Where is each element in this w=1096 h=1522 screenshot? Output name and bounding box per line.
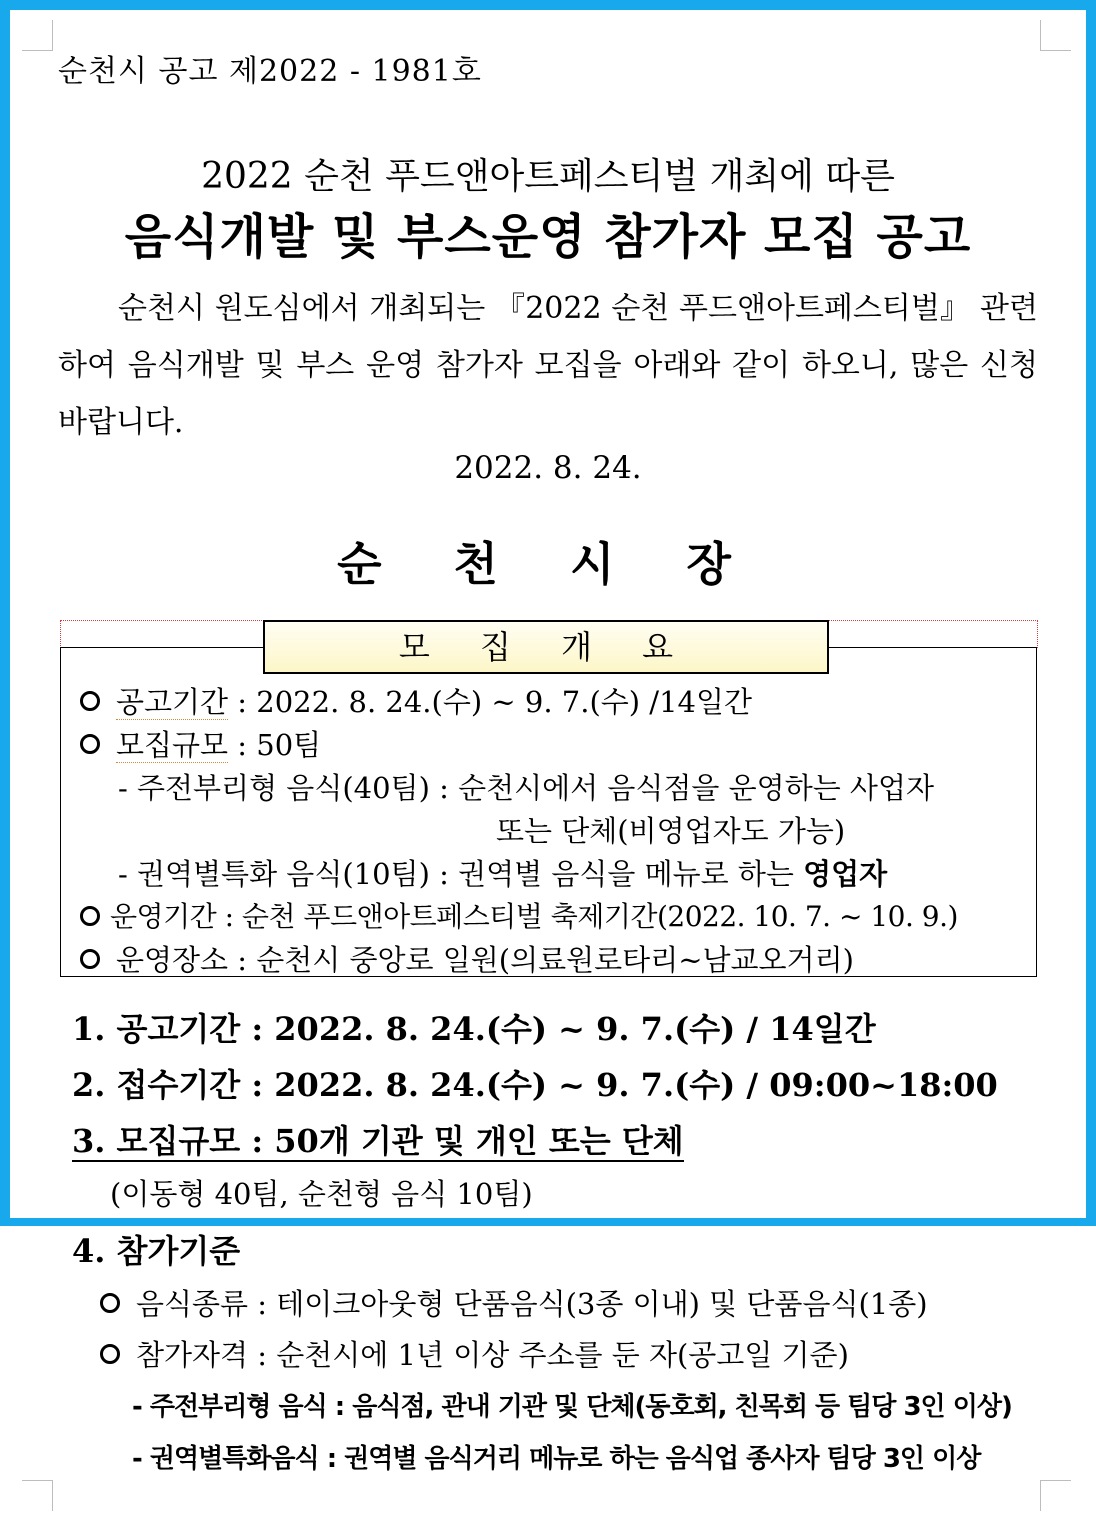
summary-period-row: [80, 680, 752, 721]
type2-value: : 권역별 음식을 메뉴로 하는: [439, 857, 794, 891]
summary-side-border: [1037, 620, 1038, 648]
summary-title: 모 집 개 요: [263, 620, 829, 674]
type1-label: - 주전부리형 음식(40팀): [118, 771, 430, 805]
period-value: : 2022. 8. 24.(수) ~ 9. 7.(수) /14일간: [237, 685, 753, 719]
summary-side-border: [60, 620, 61, 648]
summary-op-place-row: [80, 938, 854, 979]
type1-value: : 순천시에서 음식점을 운영하는 사업자: [439, 771, 934, 805]
type2-bold: 영업자: [803, 857, 888, 891]
item-1-text: 1. 공고기간 : 2022. 8. 24.(수) ~ 9. 7.(수) / 14일간: [72, 1010, 876, 1048]
item-3: [72, 1116, 684, 1162]
corner-mark: [22, 1480, 53, 1511]
circle-bullet-icon: [80, 906, 100, 926]
corner-mark: [1040, 20, 1071, 51]
circle-bullet-icon: [100, 1344, 120, 1364]
item-2-text: 2. 접수기간 : 2022. 8. 24.(수) ~ 9. 7.(수) / 09:00~18:00: [72, 1066, 998, 1104]
type2-label: - 권역별특화 음식(10팀): [118, 857, 430, 891]
notice-number: 순천시 공고 제2022 - 1981호: [58, 54, 482, 89]
circle-bullet-icon: [100, 1293, 120, 1313]
summary-type2-row: [118, 852, 887, 893]
circle-bullet-icon: [80, 949, 100, 969]
scale-label: 모집규모: [116, 728, 229, 762]
item-2: [72, 1060, 998, 1106]
summary-op-period-row: [80, 895, 958, 935]
qual-sub2: - 권역별특화음식 : 권역별 음식거리 메뉴로 하는 음식업 종사자 팀당 3인 이상: [132, 1444, 981, 1474]
item-4-text: 4. 참가기준: [72, 1232, 241, 1270]
item-3-note: (이동형 40팀, 순천형 음식 10팀): [110, 1177, 533, 1211]
type1-value-cont: 또는 단체(비영업자도 가능): [496, 814, 846, 848]
op-place: 운영장소 : 순천시 중앙로 일원(의료원로타리~남교오거리): [116, 943, 854, 977]
issuer: 순 천 시 장: [337, 537, 759, 591]
food-type-row: [100, 1282, 928, 1323]
qualification: 참가자격 : 순천시에 1년 이상 주소를 둔 자(공고일 기준): [136, 1338, 849, 1372]
corner-mark: [1040, 1480, 1071, 1511]
item-3-text: 3. 모집규모 : 50개 기관 및 개인 또는 단체: [72, 1122, 684, 1160]
circle-bullet-icon: [80, 691, 100, 711]
summary-scale-row: [80, 723, 321, 764]
item-1: [72, 1004, 876, 1050]
corner-mark: [22, 20, 53, 51]
scale-value: : 50팀: [237, 728, 322, 762]
op-period: 운영기간 : 순천 푸드앤아트페스티벌 축제기간(2022. 10. 7. ~ 10. 9.): [110, 900, 958, 933]
title-line2: 음식개발 및 부스운영 참가자 모집 공고: [124, 209, 972, 265]
intro-paragraph: 순천시 원도심에서 개최되는 『2022 순천 푸드앤아트페스티벌』 관련하여 음식개발 및 부스 운영 참가자 모집을 아래와 같이 하오니, 많은 신청 바랍니다.: [58, 291, 1038, 440]
circle-bullet-icon: [80, 734, 100, 754]
item-4: [72, 1226, 240, 1272]
qual-sub1: - 주전부리형 음식 : 음식점, 관내 기관 및 단체(동호회, 친목회 등 팀당 3인 이상): [132, 1392, 1012, 1422]
qualification-row: [100, 1333, 849, 1374]
food-type: 음식종류 : 테이크아웃형 단품음식(3종 이내) 및 단품음식(1종): [136, 1287, 928, 1321]
title-line1: 2022 순천 푸드앤아트페스티벌 개최에 따른: [201, 156, 895, 197]
period-label: 공고기간: [116, 685, 229, 719]
notice-date: 2022. 8. 24.: [454, 450, 642, 486]
summary-type1-row: [118, 766, 934, 807]
